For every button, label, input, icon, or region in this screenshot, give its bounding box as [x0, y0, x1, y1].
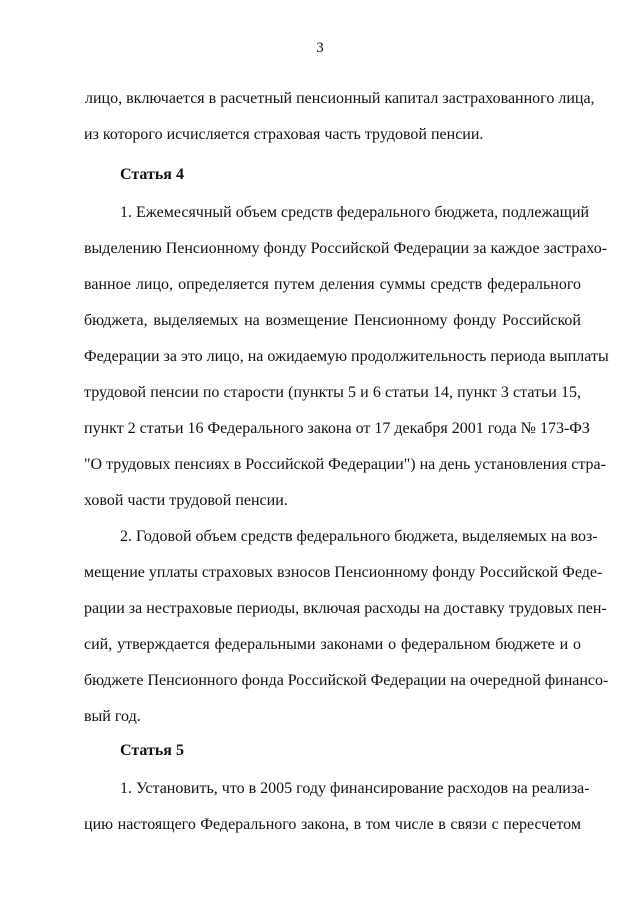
article-5-heading: Статья 5 [120, 742, 184, 759]
article-4-p2-line-3: рации за нестраховые периоды, включая расходы на доставку трудовых пен- [84, 600, 607, 617]
article-4-p1-line-8: "О трудовых пенсиях в Российской Федерации") на день установления стра- [84, 456, 606, 473]
article-4-p1-line-7: пункт 2 статьи 16 Федерального закона от 17 декабря 2001 года № 173-ФЗ [84, 420, 590, 437]
article-4-p1-line-1: 1. Ежемесячный объем средств федерального бюджета, подлежащий [120, 204, 590, 221]
article-4-p2-line-5: бюджете Пенсионного фонда Российской Федерации на очередной финансо- [84, 672, 609, 689]
article-4-p2-line-6: вый год. [84, 708, 141, 725]
article-4-p1-line-6: трудовой пенсии по старости (пункты 5 и 6 статьи 14, пункт 3 статьи 15, [84, 384, 581, 401]
article-5-p1-line-2: цию настоящего Федерального закона, в том числе в связи с пересчетом [84, 816, 581, 833]
article-4-p1-line-2: выделению Пенсионному фонду Российской Федерации за каждое застрахо- [84, 240, 608, 257]
article-4-p2-line-2: мещение уплаты страховых взносов Пенсионному фонду Российской Феде- [84, 564, 603, 581]
article-5-p1-line-1: 1. Установить, что в 2005 году финансирование расходов на реализа- [120, 780, 590, 797]
intro-line-1: лицо, включается в расчетный пенсионный капитал застрахованного лица, [85, 90, 595, 107]
article-4-p1-line-3: ванное лицо, определяется путем деления суммы средств федерального [84, 276, 581, 293]
article-4-p1-line-9: ховой части трудовой пенсии. [84, 492, 288, 509]
page-number: 3 [316, 40, 324, 56]
article-4-p2-line-4: сий, утверждается федеральными законами о федеральном бюджете и о [84, 636, 581, 653]
article-4-p1-line-5: Федерации за это лицо, на ожидаемую продолжительность периода выплаты [84, 348, 609, 365]
article-4-p1-line-4: бюджета, выделяемых на возмещение Пенсионному фонду Российской [84, 312, 581, 329]
article-4-p2-line-1: 2. Годовой объем средств федерального бюджета, выделяемых на воз- [120, 528, 598, 545]
article-4-heading: Статья 4 [120, 166, 184, 183]
intro-line-2: из которого исчисляется страховая часть трудовой пенсии. [84, 126, 484, 143]
